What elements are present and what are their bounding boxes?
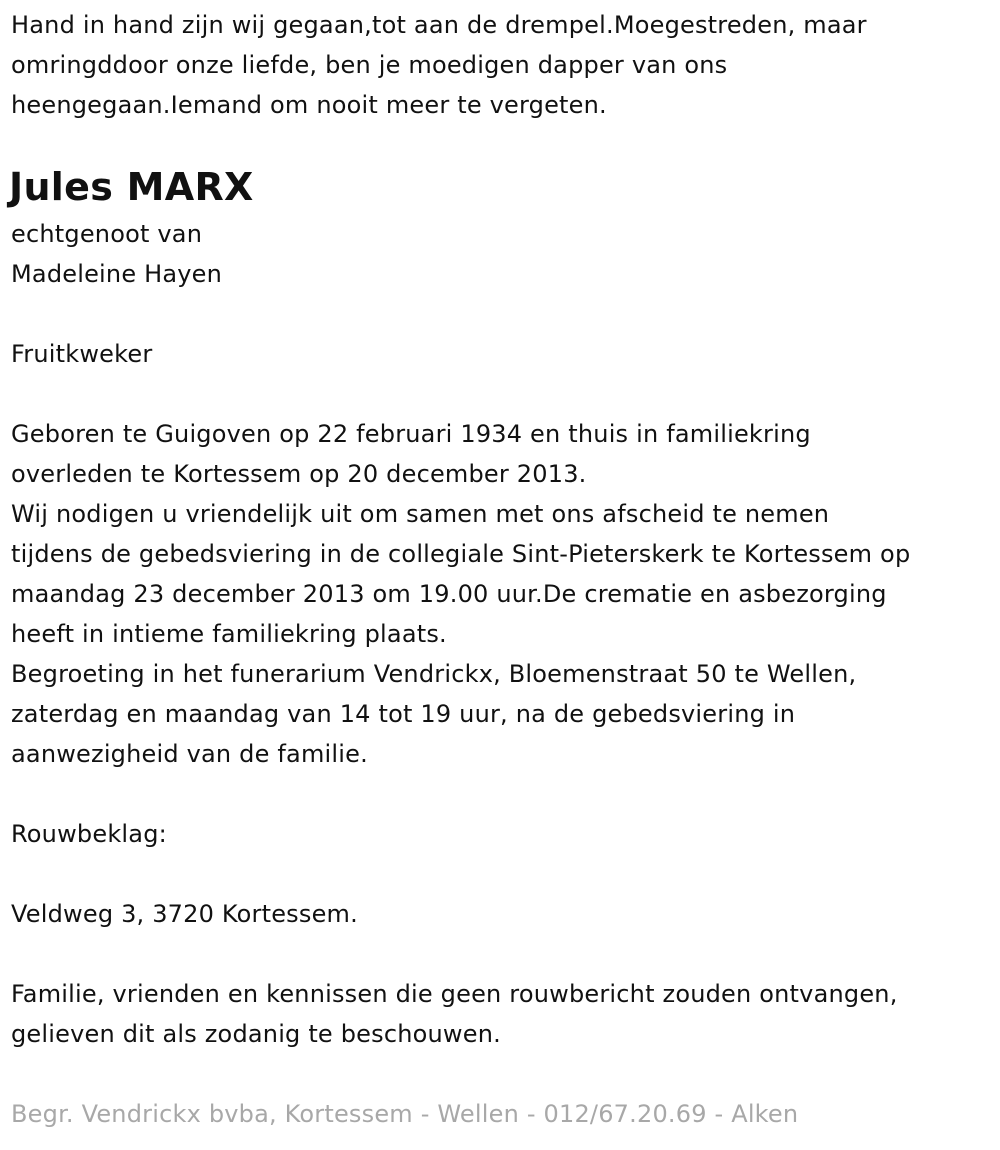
condolence-address xyxy=(11,894,358,934)
spouse-block xyxy=(11,214,222,294)
intro-poem xyxy=(11,5,867,125)
profession xyxy=(11,334,152,374)
profession-text: Fruitkweker xyxy=(11,340,153,368)
details-block xyxy=(11,414,910,774)
intro-line: heengegaan.Iemand om nooit meer te vergeten. xyxy=(11,91,607,119)
detail-line: Begroeting in het funerarium Vendrickx, Bloemenstraat 50 te Wellen, xyxy=(11,660,857,688)
spouse-line: echtgenoot van xyxy=(11,220,203,248)
detail-line: zaterdag en maandag van 14 tot 19 uur, na de gebedsviering in xyxy=(11,700,796,728)
detail-line: overleden te Kortessem op 20 december 2013. xyxy=(11,460,587,488)
notice-line: Familie, vrienden en kennissen die geen rouwbericht zouden ontvangen, xyxy=(11,980,898,1008)
detail-line: Geboren te Guigoven op 22 februari 1934 en thuis in familiekring xyxy=(11,420,811,448)
intro-line: omringddoor onze liefde, ben je moedigen dapper van ons xyxy=(11,51,728,79)
intro-line: Hand in hand zijn wij gegaan,tot aan de drempel.Moegestreden, maar xyxy=(11,11,867,39)
deceased-name: Jules MARX xyxy=(9,165,254,209)
footer-text: Begr. Vendrickx bvba, Kortessem - Wellen - 012/67.20.69 - Alken xyxy=(11,1100,799,1128)
notice-line: gelieven dit als zodanig te beschouwen. xyxy=(11,1020,501,1048)
condolence-text: Rouwbeklag: xyxy=(11,820,167,848)
address-text: Veldweg 3, 3720 Kortessem. xyxy=(11,900,358,928)
condolence-label xyxy=(11,814,167,854)
detail-line: tijdens de gebedsviering in de collegiale Sint-Pieterskerk te Kortessem op xyxy=(11,540,911,568)
detail-line: Wij nodigen u vriendelijk uit om samen met ons afscheid te nemen xyxy=(11,500,830,528)
notice-block xyxy=(11,974,898,1054)
funeral-home-footer xyxy=(11,1094,798,1134)
detail-line: heeft in intieme familiekring plaats. xyxy=(11,620,447,648)
detail-line: maandag 23 december 2013 om 19.00 uur.De crematie en asbezorging xyxy=(11,580,887,608)
detail-line: aanwezigheid van de familie. xyxy=(11,740,368,768)
spouse-line: Madeleine Hayen xyxy=(11,260,223,288)
